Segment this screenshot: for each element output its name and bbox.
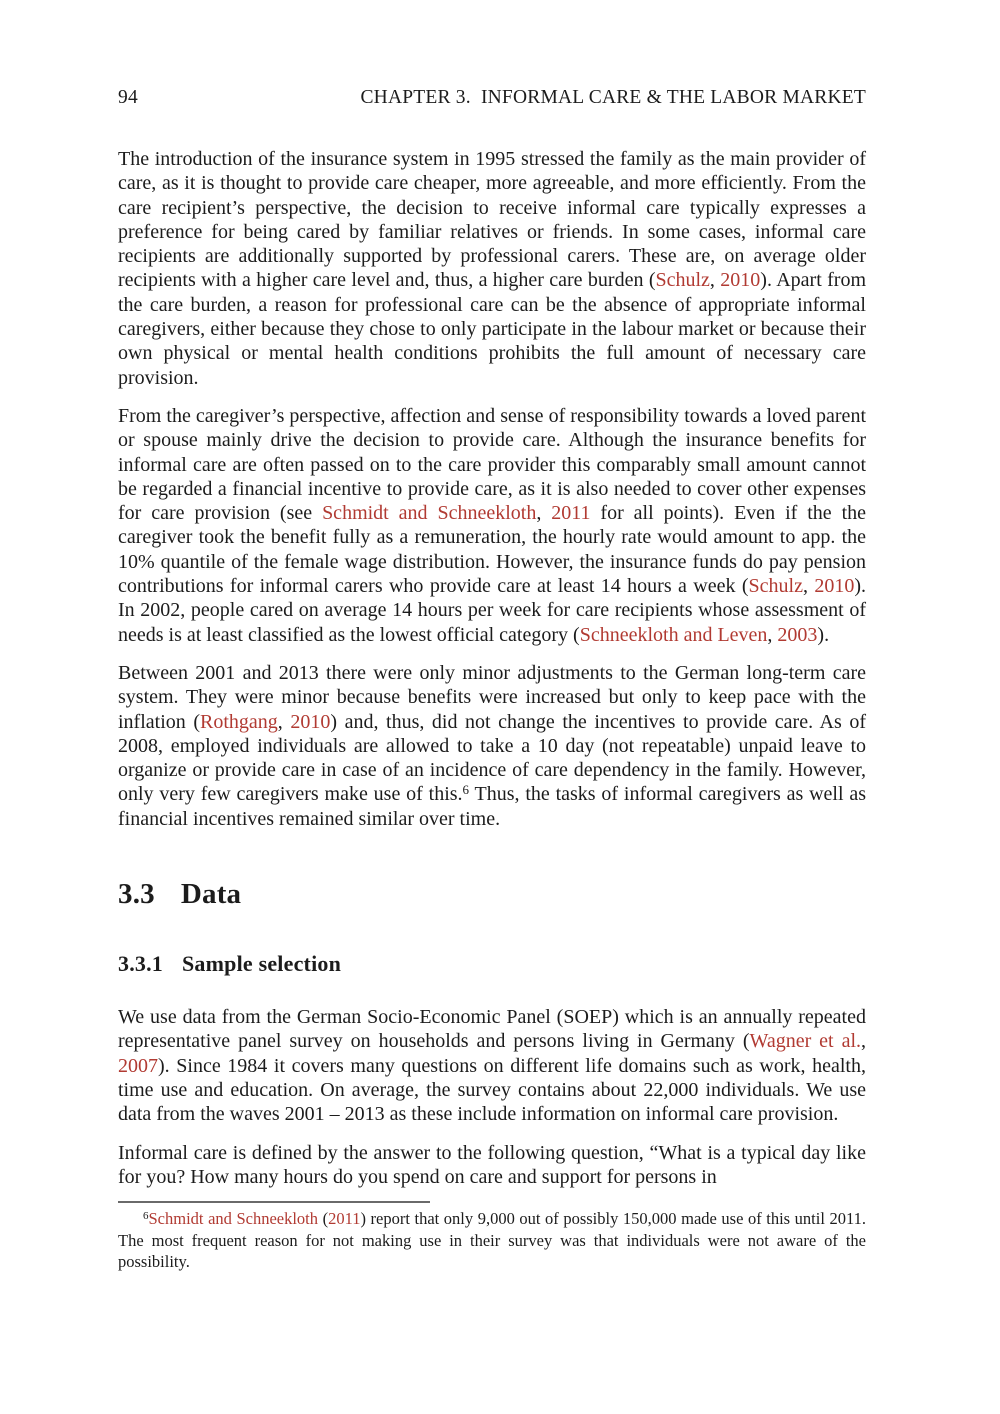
citation-link[interactable]: 2010 xyxy=(814,575,855,598)
paragraph-caregiver-perspective xyxy=(118,404,866,647)
subsection-number: 3.3.1 xyxy=(118,951,163,977)
text-run: ( xyxy=(318,1209,329,1229)
text-run: for all points). Even if the the caregiver took the benefit fully as a remuneration, the hourly rate would amount to app. the 10% quantile of the female wage distribution. However, the insurance funds do pay pension contributions for informal carers who provide care at least 14 hours a week ( xyxy=(118,502,867,598)
citation-link[interactable]: Schneekloth and Leven xyxy=(579,623,768,646)
paragraph-informal-care-question xyxy=(118,1141,866,1190)
citation-link[interactable]: 2010 xyxy=(720,269,761,292)
section-heading-data xyxy=(118,877,866,911)
text-run: The introduction of the insurance system in 1995 stressed the family as the main provider of care, as it is thought to provide care cheaper, more agreeable, and more efficiently. From the care recipient’s perspective, the decision to receive informal care typically expresses a preference for being cared by familiar relatives or friends. In some cases, informal care recipients are additionally supported by professional carers. These are, on average older recipients with a higher care level and, thus, a higher care burden ( xyxy=(118,148,866,292)
citation-link[interactable]: Schulz xyxy=(655,269,710,292)
text-run: From the caregiver’s perspective, affection and sense of responsibility towards a loved parent or spouse mainly drive the decision to provide care. Although the insurance benefits for informal care are often passed on to the care provider this comparably small amount cannot be regarded a financial incentive to provide care, as it is also needed to cover other expenses for care provision (see xyxy=(118,404,866,525)
page-header xyxy=(118,86,866,110)
paragraph-soep-data xyxy=(118,1005,866,1126)
text-run: We use data from the German Socio-Economic Panel (SOEP) which is an annually repeated representative panel survey on households and persons living in Germany ( xyxy=(118,1006,866,1053)
paragraph-adjustments-2001-2013 xyxy=(118,661,866,831)
page-number: 94 xyxy=(118,87,138,108)
text-block xyxy=(118,0,866,1273)
text-run: ). Apart from the care burden, a reason for professional care can be the absence of appropriate informal caregivers, either because they chose to only participate in the labour market or because their own physical or mental health conditions prohibits the full amount of necessary care provision. xyxy=(118,269,866,389)
text-run: , xyxy=(767,623,778,646)
citation-link[interactable]: 2003 xyxy=(777,623,818,646)
text-run: , xyxy=(861,1030,866,1053)
citation-link[interactable]: Schmidt and Schneekloth xyxy=(322,502,537,525)
text-run: ). xyxy=(817,623,830,646)
subsection-title: Sample selection xyxy=(182,951,342,977)
text-run: Between 2001 and 2013 there were only minor adjustments to the German long-term care system. They were minor because benefits were increased but only to keep pace with the inflation ( xyxy=(118,661,866,733)
footnote-marker[interactable]: 6 xyxy=(143,1210,149,1223)
section-title: Data xyxy=(180,878,242,911)
text-run: , xyxy=(277,710,291,733)
text-run: ). In 2002, people cared on average 14 hours per week for care recipients whose assessment of needs is at least classified as the lowest official category ( xyxy=(118,575,867,646)
text-run: ) report that only 9,000 out of possibly 150,000 made use of this until 2011. The most frequent reason for not making use in their survey was that individuals were not aware of the possibility. xyxy=(118,1209,866,1272)
citation-link[interactable]: Rothgang xyxy=(200,710,278,733)
citation-link[interactable]: Wagner et al. xyxy=(749,1030,861,1053)
text-run: , xyxy=(709,269,721,292)
subsection-heading-sample-selection xyxy=(118,951,866,977)
text-run: , xyxy=(802,575,815,598)
running-title: CHAPTER 3. INFORMAL CARE & THE LABOR MARKET xyxy=(360,87,866,108)
paragraph-intro-insurance xyxy=(118,147,866,390)
citation-link[interactable]: Schulz xyxy=(748,575,803,598)
text-run: ) and, thus, did not change the incentives to provide care. As of 2008, employed individuals are allowed to take a 10 day (not repeatable) unpaid leave to organize or provide care in case of an incidence of care dependency in the family. However, only very few caregivers make use of this. xyxy=(118,710,866,806)
citation-link[interactable]: 2011 xyxy=(328,1209,361,1229)
citation-link[interactable]: 2010 xyxy=(290,710,331,733)
footnote-area xyxy=(118,1201,866,1273)
citation-link[interactable]: 2007 xyxy=(118,1054,158,1077)
citation-link[interactable]: 2011 xyxy=(551,502,591,525)
text-run: , xyxy=(536,502,552,525)
footnote-marker[interactable]: 6 xyxy=(462,782,470,798)
citation-link[interactable]: Schmidt and Schneekloth xyxy=(148,1209,319,1229)
text-run: Thus, the tasks of informal caregivers as well as financial incentives remained similar over time. xyxy=(118,783,866,830)
footnote-text xyxy=(118,1208,866,1273)
text-run: ). Since 1984 it covers many questions on different life domains such as work, health, time use and education. On average, the survey contains about 22,000 individuals. We use data from the waves 2001 – 2013 as these include information on informal care provision. xyxy=(118,1054,866,1126)
footnote-rule xyxy=(118,1201,430,1203)
section-number: 3.3 xyxy=(118,878,155,911)
text-run: Informal care is defined by the answer to the following question, “What is a typical day like for you? How many hours do you spend on care and support for persons in xyxy=(118,1141,866,1188)
